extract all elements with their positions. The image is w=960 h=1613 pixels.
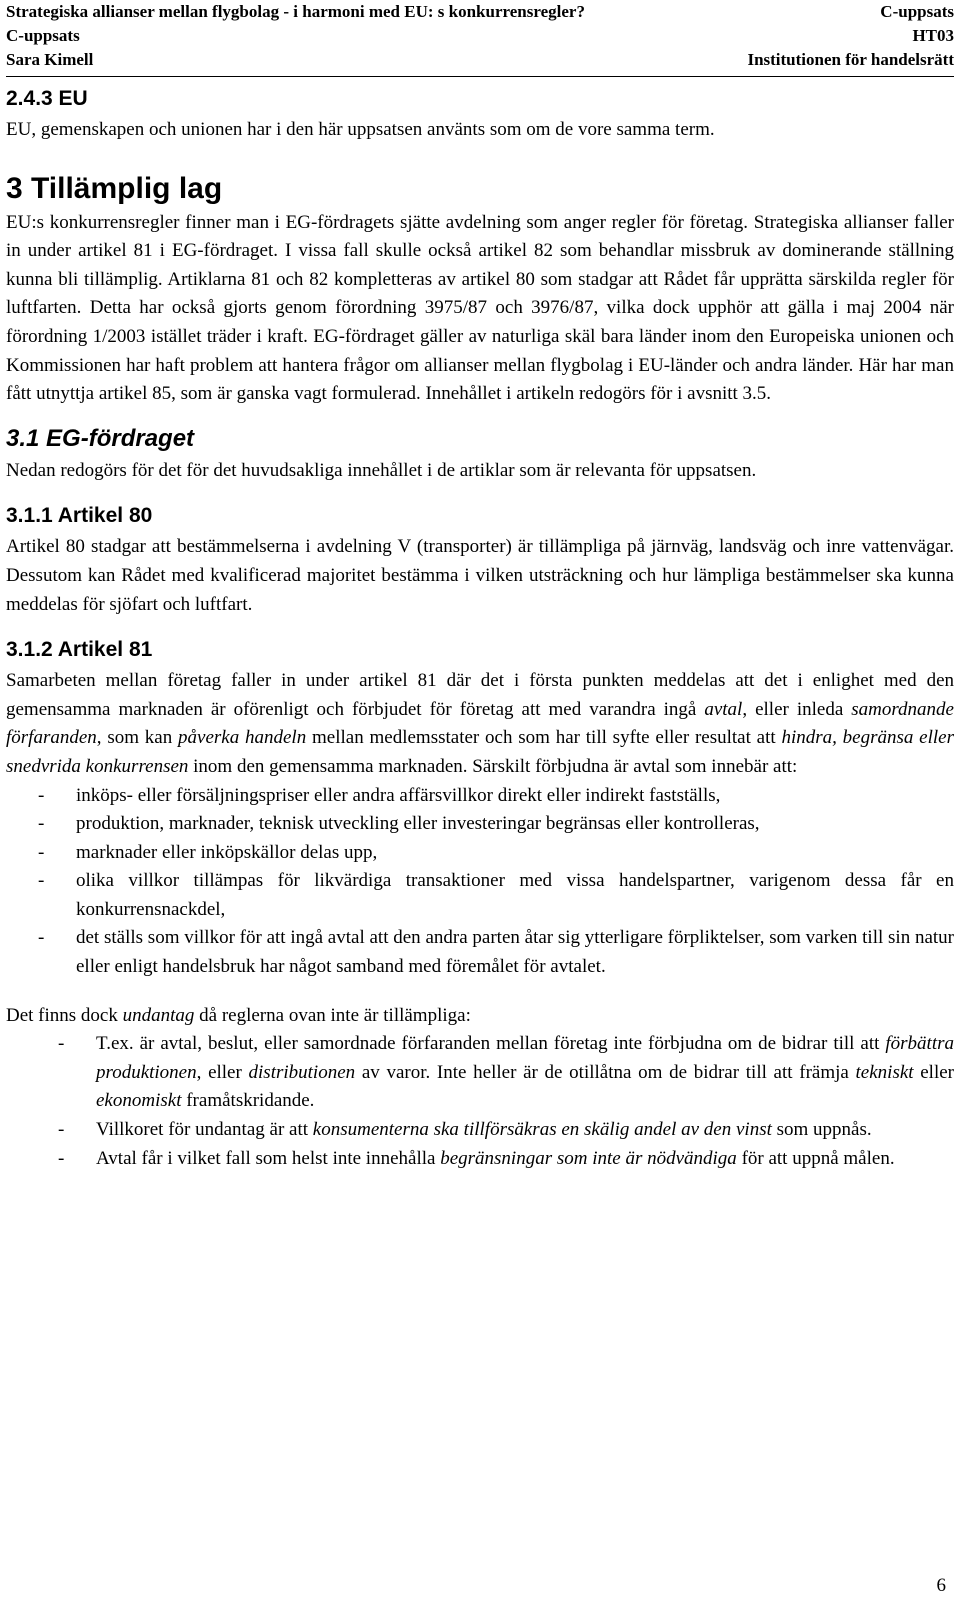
italic-term: konsumenterna ska tillförsäkras en skälig andel av den vinst xyxy=(312,1119,772,1141)
text-run: då reglerna ovan inte är tillämpliga: xyxy=(194,1004,471,1026)
dash-bullet: - xyxy=(38,870,45,892)
dash-bullet: - xyxy=(58,1033,65,1055)
text-run: mellan medlemsstater och som har till syfte eller resultat att xyxy=(306,727,782,749)
header-department: Institutionen för handelsrätt xyxy=(747,50,954,69)
dash-bullet: - xyxy=(38,813,45,835)
heading-3-1-1: 3.1.1 Artikel 80 xyxy=(6,504,153,528)
list-item xyxy=(6,1030,954,1116)
text-run: T.ex. är avtal, beslut, eller samordnade förfaranden mellan företag inte förbjudna om de bidrar till att xyxy=(96,1033,886,1055)
paragraph-3-1-2 xyxy=(6,667,954,781)
header-term: HT03 xyxy=(912,26,954,45)
paragraph-3-1-1: Artikel 80 stadgar att bestämmelserna i avdelning V (transporter) är tillämpliga på järnväg, landsväg och inre vattenvägar. Dessutom kan Rådet med kvalificerad majoritet bestämma i vilken utsträckning och hur lämpliga bestämmelser ska kunna meddelas för sjöfart och luftfart. xyxy=(6,536,954,615)
italic-term: distributionen xyxy=(248,1061,356,1083)
list-item-text: inköps- eller försäljningspriser eller andra affärsvillkor direkt eller indirekt fastställs, xyxy=(76,784,721,806)
list-item-text: det ställs som villkor för att ingå avtal att den andra parten åtar sig ytterligare förpliktelser, som varken till sin natur eller enligt handelsbruk har något samband med föremålet för avtalet. xyxy=(76,927,954,978)
list-item xyxy=(6,839,954,868)
italic-term: begränsningar som inte är nödvändiga xyxy=(440,1147,737,1169)
italic-term: ekonomiskt xyxy=(96,1090,182,1112)
italic-term: undantag xyxy=(122,1004,195,1026)
running-header xyxy=(6,0,954,77)
heading-3: 3 Tillämplig lag xyxy=(6,171,223,205)
list-item xyxy=(6,1116,954,1145)
prohibited-list xyxy=(6,782,954,982)
italic-term: samordnande förfaranden xyxy=(6,698,954,749)
text-run: Det finns dock xyxy=(6,1004,123,1026)
italic-term: avtal xyxy=(704,698,743,720)
heading-3-1-2: 3.1.2 Artikel 81 xyxy=(6,638,153,662)
text-run: Villkoret för undantag är att xyxy=(96,1119,313,1141)
header-doc-type: C-uppsats xyxy=(880,2,954,21)
header-author: Sara Kimell xyxy=(6,50,94,69)
list-item xyxy=(6,924,954,981)
list-item xyxy=(6,782,954,811)
list-item-text: olika villkor tillämpas för likvärdiga transaktioner med vissa handelspartner, varigenom dessa får en konkurrensnackdel, xyxy=(76,870,954,920)
exceptions-list xyxy=(6,1030,954,1173)
italic-term: tekniskt xyxy=(855,1061,914,1083)
header-title: Strategiska allianser mellan flygbolag - i harmoni med EU: s konkurrensregler? xyxy=(6,2,585,21)
text-run: av varor. Inte heller är de otillåtna om de bidrar till att främja xyxy=(355,1061,856,1083)
italic-term: förbättra produktionen xyxy=(96,1033,954,1083)
dash-bullet: - xyxy=(38,841,45,863)
heading-2-4-3: 2.4.3 EU xyxy=(6,87,88,110)
list-item xyxy=(6,867,954,924)
text-run: Samarbeten mellan företag faller in under artikel 81 där det i första punkten meddelas att det i enlighet med den gemensamma marknaden är oförenligt och förbjudet för företag att med varandra ingå xyxy=(6,670,954,720)
page-body xyxy=(6,84,954,1173)
list-item-text: marknader eller inköpskällor delas upp, xyxy=(76,841,378,863)
italic-term: påverka handeln xyxy=(178,727,307,749)
text-run: , eller inleda xyxy=(742,698,852,720)
list-item xyxy=(6,810,954,839)
header-doc-type-left: C-uppsats xyxy=(6,26,80,45)
text-run: för att uppnå målen. xyxy=(736,1147,895,1169)
italic-term: hindra, begränsa eller snedvrida konkurrensen xyxy=(6,727,954,777)
dash-bullet: - xyxy=(58,1147,65,1169)
dash-bullet: - xyxy=(38,784,45,806)
text-run: inom den gemensamma marknaden. Särskilt förbjudna är avtal som innebär att: xyxy=(188,755,798,777)
list-item xyxy=(6,1145,954,1174)
paragraph-2-4-3: EU, gemenskapen och unionen har i den här uppsatsen använts som om de vore samma term. xyxy=(6,119,715,140)
text-run: Avtal får i vilket fall som helst inte innehålla xyxy=(96,1147,441,1169)
paragraph-3: EU:s konkurrensregler finner man i EG-fördragets sjätte avdelning som anger regler för företag. Strategiska allianser faller in under artikel 81 i EG-fördraget. I vissa fall skulle också artikel 82 som behandlar missbruk av dominerande ställning kunna bli tillämplig. Artiklarna 81 och 82 kompletteras av artikel 80 som stadgar att Rådet får upprätta särskilda regler för luftfarten. Detta har också gjorts genom förordning 3975/87 och 3976/87, vilka dock upphör att gälla i maj 2004 när förordning 1/2003 istället träder i kraft. EG-fördraget gäller av naturliga skäl bara länder inom den Europeiska unionen och Kommissionen har haft problem att hantera frågor om allianser mellan flygbolag i EU-länder och andra länder. Här har man fått utnyttja artikel 85, som är ganska vagt formulerad. Innehållet i artikeln redogörs för i avsnitt 3.5. xyxy=(6,211,954,405)
paragraph-3-1: Nedan redogörs för det för det huvudsakliga innehållet i de artiklar som är relevanta för uppsatsen. xyxy=(6,459,757,481)
paragraph-exceptions xyxy=(6,1002,954,1031)
dash-bullet: - xyxy=(58,1119,65,1141)
text-run: eller xyxy=(913,1061,954,1083)
text-run: som uppnås. xyxy=(771,1119,872,1141)
dash-bullet: - xyxy=(38,927,45,949)
page-number: 6 xyxy=(936,1575,946,1596)
text-run: framåtskridande. xyxy=(181,1090,315,1112)
text-run: , eller xyxy=(196,1061,249,1083)
list-item-text: produktion, marknader, teknisk utveckling eller investeringar begränsas eller kontrolleras, xyxy=(76,813,760,835)
heading-3-1: 3.1 EG-fördraget xyxy=(6,424,195,452)
text-run: , som kan xyxy=(96,727,179,749)
